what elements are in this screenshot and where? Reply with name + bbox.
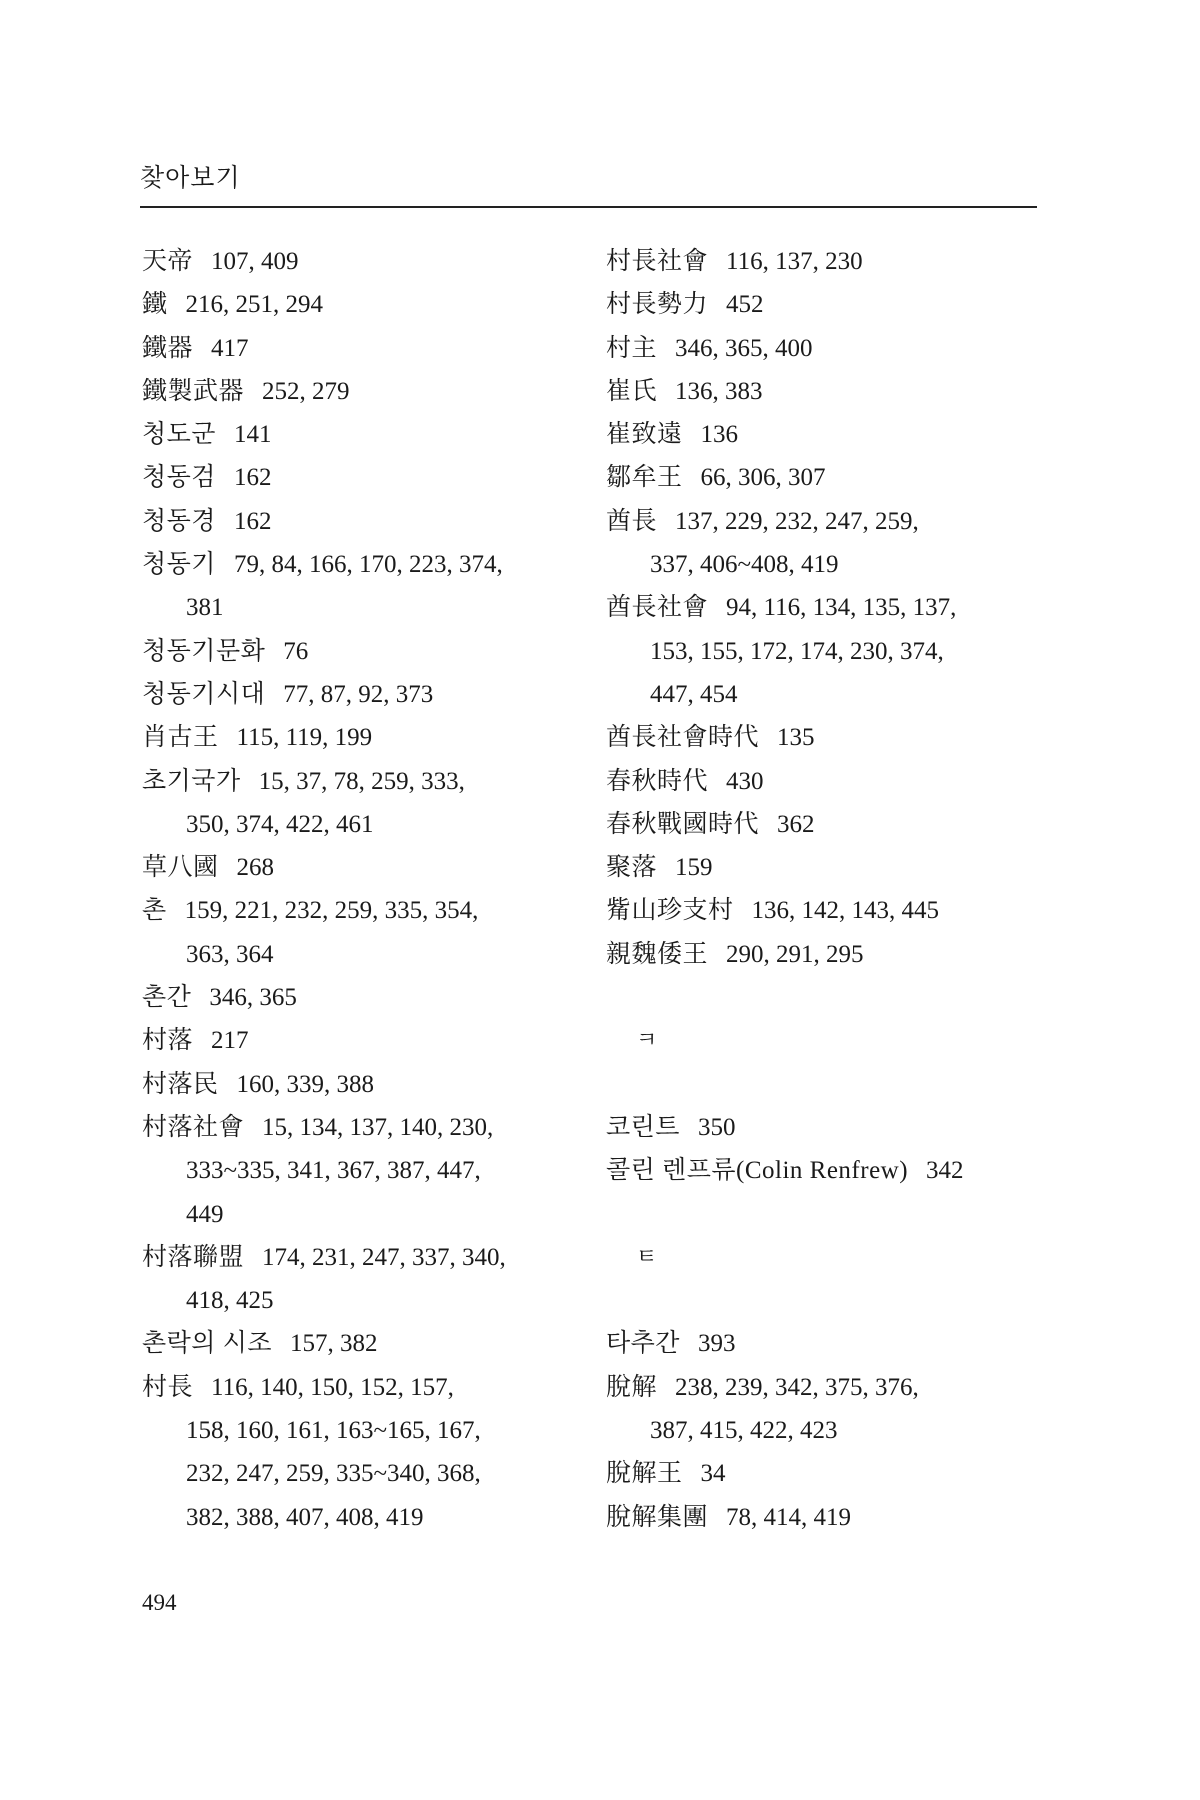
- index-pages: 290, 291, 295: [726, 940, 864, 968]
- section-spacer: [606, 1279, 1036, 1322]
- index-term: 崔氏: [606, 377, 658, 405]
- index-entry: [142, 673, 572, 716]
- index-pages-continued: 447, 454: [650, 680, 738, 708]
- index-entry: [606, 413, 1036, 456]
- index-entry: [142, 1106, 572, 1236]
- index-pages-continued: 387, 415, 422, 423: [650, 1417, 838, 1445]
- index-entry: [606, 1106, 1036, 1149]
- index-term: 청동경: [142, 507, 216, 535]
- index-pages: 162: [233, 464, 272, 492]
- index-term: 村長: [142, 1373, 194, 1401]
- index-entry: [142, 327, 572, 370]
- index-pages: 77, 87, 92, 373: [283, 680, 434, 708]
- index-entry: [142, 976, 572, 1019]
- index-term: 脫解: [606, 1373, 658, 1401]
- index-term: 청동기문화: [142, 637, 266, 665]
- index-pages: 79, 84, 166, 170, 223, 374,: [233, 551, 503, 579]
- section-spacer: [606, 1063, 1036, 1106]
- index-entry: [142, 716, 572, 759]
- index-term: 鄒牟王: [606, 464, 683, 492]
- index-pages: 159: [675, 854, 713, 882]
- index-entry: [142, 1019, 572, 1062]
- index-term: 春秋戰國時代: [606, 810, 760, 838]
- index-entry: [142, 1236, 572, 1323]
- index-term: 청동기: [142, 551, 216, 579]
- index-pages: 346, 365, 400: [675, 334, 813, 362]
- index-pages: 162: [233, 507, 272, 535]
- index-pages-continued: 153, 155, 172, 174, 230, 374,: [650, 637, 944, 665]
- index-entry: [142, 1322, 572, 1365]
- index-entry: [606, 933, 1036, 976]
- index-term: 村長勢力: [606, 291, 709, 319]
- index-pages: 417: [211, 334, 249, 362]
- index-entry: [606, 1322, 1036, 1365]
- index-term: 초기국가: [142, 767, 241, 795]
- index-pages: 107, 409: [211, 248, 299, 275]
- index-term: 村落: [142, 1027, 194, 1055]
- index-pages-continued: 350, 374, 422, 461: [186, 810, 374, 838]
- index-pages: 268: [236, 854, 275, 882]
- index-term: 脫解王: [606, 1460, 683, 1488]
- index-term: 鐵器: [142, 334, 194, 362]
- section-spacer: [606, 976, 1036, 1019]
- index-term: 崔致遠: [606, 421, 683, 449]
- index-entry: [142, 413, 572, 456]
- index-term: 村落民: [142, 1070, 219, 1098]
- index-pages: 350: [697, 1113, 736, 1141]
- page-header-title: 찾아보기: [140, 163, 241, 192]
- index-pages-continued: 449: [186, 1200, 224, 1228]
- index-pages: 15, 37, 78, 259, 333,: [258, 767, 465, 795]
- index-pages-continued: 158, 160, 161, 163~165, 167,: [186, 1417, 481, 1445]
- index-entry: [606, 760, 1036, 803]
- index-term: 草八國: [142, 854, 219, 882]
- index-term: 酋長: [606, 507, 658, 535]
- index-term: 청동기시대: [142, 680, 266, 708]
- index-pages: 174, 231, 247, 337, 340,: [262, 1243, 506, 1271]
- index-entry: [142, 1063, 572, 1106]
- index-pages: 136: [700, 421, 739, 449]
- index-entry: [142, 456, 572, 499]
- index-entry: [606, 500, 1036, 587]
- index-pages: 116, 137, 230: [726, 248, 863, 275]
- index-pages: 342: [926, 1157, 964, 1185]
- index-term: 村主: [606, 334, 658, 362]
- index-entry: [606, 1149, 1036, 1192]
- index-pages: 135: [777, 724, 815, 752]
- index-pages: 115, 119, 199: [236, 724, 373, 752]
- index-pages: 136, 142, 143, 445: [751, 897, 940, 925]
- index-term: 肖古王: [142, 724, 219, 752]
- index-pages-continued: 232, 247, 259, 335~340, 368,: [186, 1460, 481, 1488]
- index-entry: [142, 370, 572, 413]
- index-entry: [606, 586, 1036, 716]
- index-term: 청도군: [142, 421, 216, 449]
- index-term: 村落社會: [142, 1113, 245, 1141]
- index-term: 콜린 렌프류(Colin Renfrew): [606, 1157, 909, 1185]
- index-pages: 346, 365: [209, 984, 297, 1012]
- index-pages: 430: [726, 767, 764, 795]
- index-pages-continued: 337, 406~408, 419: [650, 551, 839, 579]
- index-pages: 141: [233, 421, 272, 449]
- index-pages: 393: [697, 1330, 736, 1358]
- index-term: 鐵製武器: [142, 377, 245, 405]
- index-pages-continued: 382, 388, 407, 408, 419: [186, 1503, 424, 1531]
- index-term: 脫解集團: [606, 1503, 709, 1531]
- index-entry: [142, 889, 572, 976]
- index-entry: [142, 283, 572, 326]
- index-term: 春秋時代: [606, 767, 709, 795]
- index-term: 親魏倭王: [606, 940, 709, 968]
- index-pages: 78, 414, 419: [726, 1503, 852, 1531]
- header-rule: [140, 206, 1037, 208]
- index-pages: 452: [726, 291, 764, 319]
- index-entry: [606, 716, 1036, 759]
- index-term: 타추간: [606, 1330, 680, 1358]
- index-pages: 15, 134, 137, 140, 230,: [262, 1113, 494, 1141]
- index-pages: 216, 251, 294: [185, 291, 324, 319]
- index-entry: [606, 1496, 1036, 1539]
- index-entry: [142, 1366, 572, 1539]
- index-entry: [606, 889, 1036, 932]
- index-entry: [606, 327, 1036, 370]
- index-entry: [142, 500, 572, 543]
- index-pages: 252, 279: [262, 377, 350, 405]
- page-number: 494: [142, 1590, 177, 1615]
- index-pages-continued: 363, 364: [186, 940, 274, 968]
- index-term: 酋長社會: [606, 594, 709, 622]
- index-term: 코린트: [606, 1113, 680, 1141]
- index-entry: [606, 283, 1036, 326]
- index-entry: [142, 846, 572, 889]
- index-pages: 94, 116, 134, 135, 137,: [726, 594, 957, 622]
- index-entry: [606, 240, 1036, 283]
- index-section-letter: ㅌ: [636, 1244, 658, 1270]
- index-entry: [606, 1452, 1036, 1495]
- section-spacer: [606, 1193, 1036, 1236]
- index-pages: 34: [700, 1460, 726, 1488]
- index-term: 酋長社會時代: [606, 724, 760, 752]
- index-term: 촌락의 시조: [142, 1330, 273, 1358]
- index-entry: [606, 846, 1036, 889]
- index-pages: 157, 382: [290, 1330, 378, 1358]
- index-pages-continued: 381: [186, 594, 224, 622]
- index-pages: 136, 383: [675, 377, 763, 405]
- index-pages: 238, 239, 342, 375, 376,: [675, 1373, 919, 1401]
- index-entry: [142, 630, 572, 673]
- index-entry: [606, 803, 1036, 846]
- index-entry: [142, 543, 572, 630]
- index-term: 村長社會: [606, 248, 709, 275]
- index-section-letter: ㅋ: [636, 1028, 658, 1054]
- index-term: 聚落: [606, 854, 658, 882]
- index-term: 觜山珍支村: [606, 897, 734, 925]
- index-pages: 217: [211, 1027, 249, 1055]
- index-entry: [606, 370, 1036, 413]
- index-entry: [142, 760, 572, 847]
- index-pages-continued: 333~335, 341, 367, 387, 447,: [186, 1157, 481, 1185]
- index-column-right: [606, 240, 1036, 1539]
- index-pages: 159, 221, 232, 259, 335, 354,: [184, 897, 479, 925]
- index-pages: 362: [777, 810, 815, 838]
- index-pages: 137, 229, 232, 247, 259,: [675, 507, 919, 535]
- index-column-left: [142, 240, 572, 1539]
- index-term: 촌간: [142, 984, 192, 1012]
- index-term: 天帝: [142, 248, 194, 275]
- index-term: 청동검: [142, 464, 216, 492]
- index-entry: [606, 1366, 1036, 1453]
- index-pages: 66, 306, 307: [700, 464, 826, 492]
- index-term: 鐵: [142, 291, 168, 319]
- index-pages: 160, 339, 388: [236, 1070, 375, 1098]
- index-entry: [606, 456, 1036, 499]
- index-pages-continued: 418, 425: [186, 1287, 274, 1315]
- index-term: 村落聯盟: [142, 1243, 245, 1271]
- index-term: 촌: [142, 897, 167, 925]
- index-pages: 116, 140, 150, 152, 157,: [211, 1373, 454, 1401]
- index-pages: 76: [283, 637, 309, 665]
- index-entry: [142, 240, 572, 283]
